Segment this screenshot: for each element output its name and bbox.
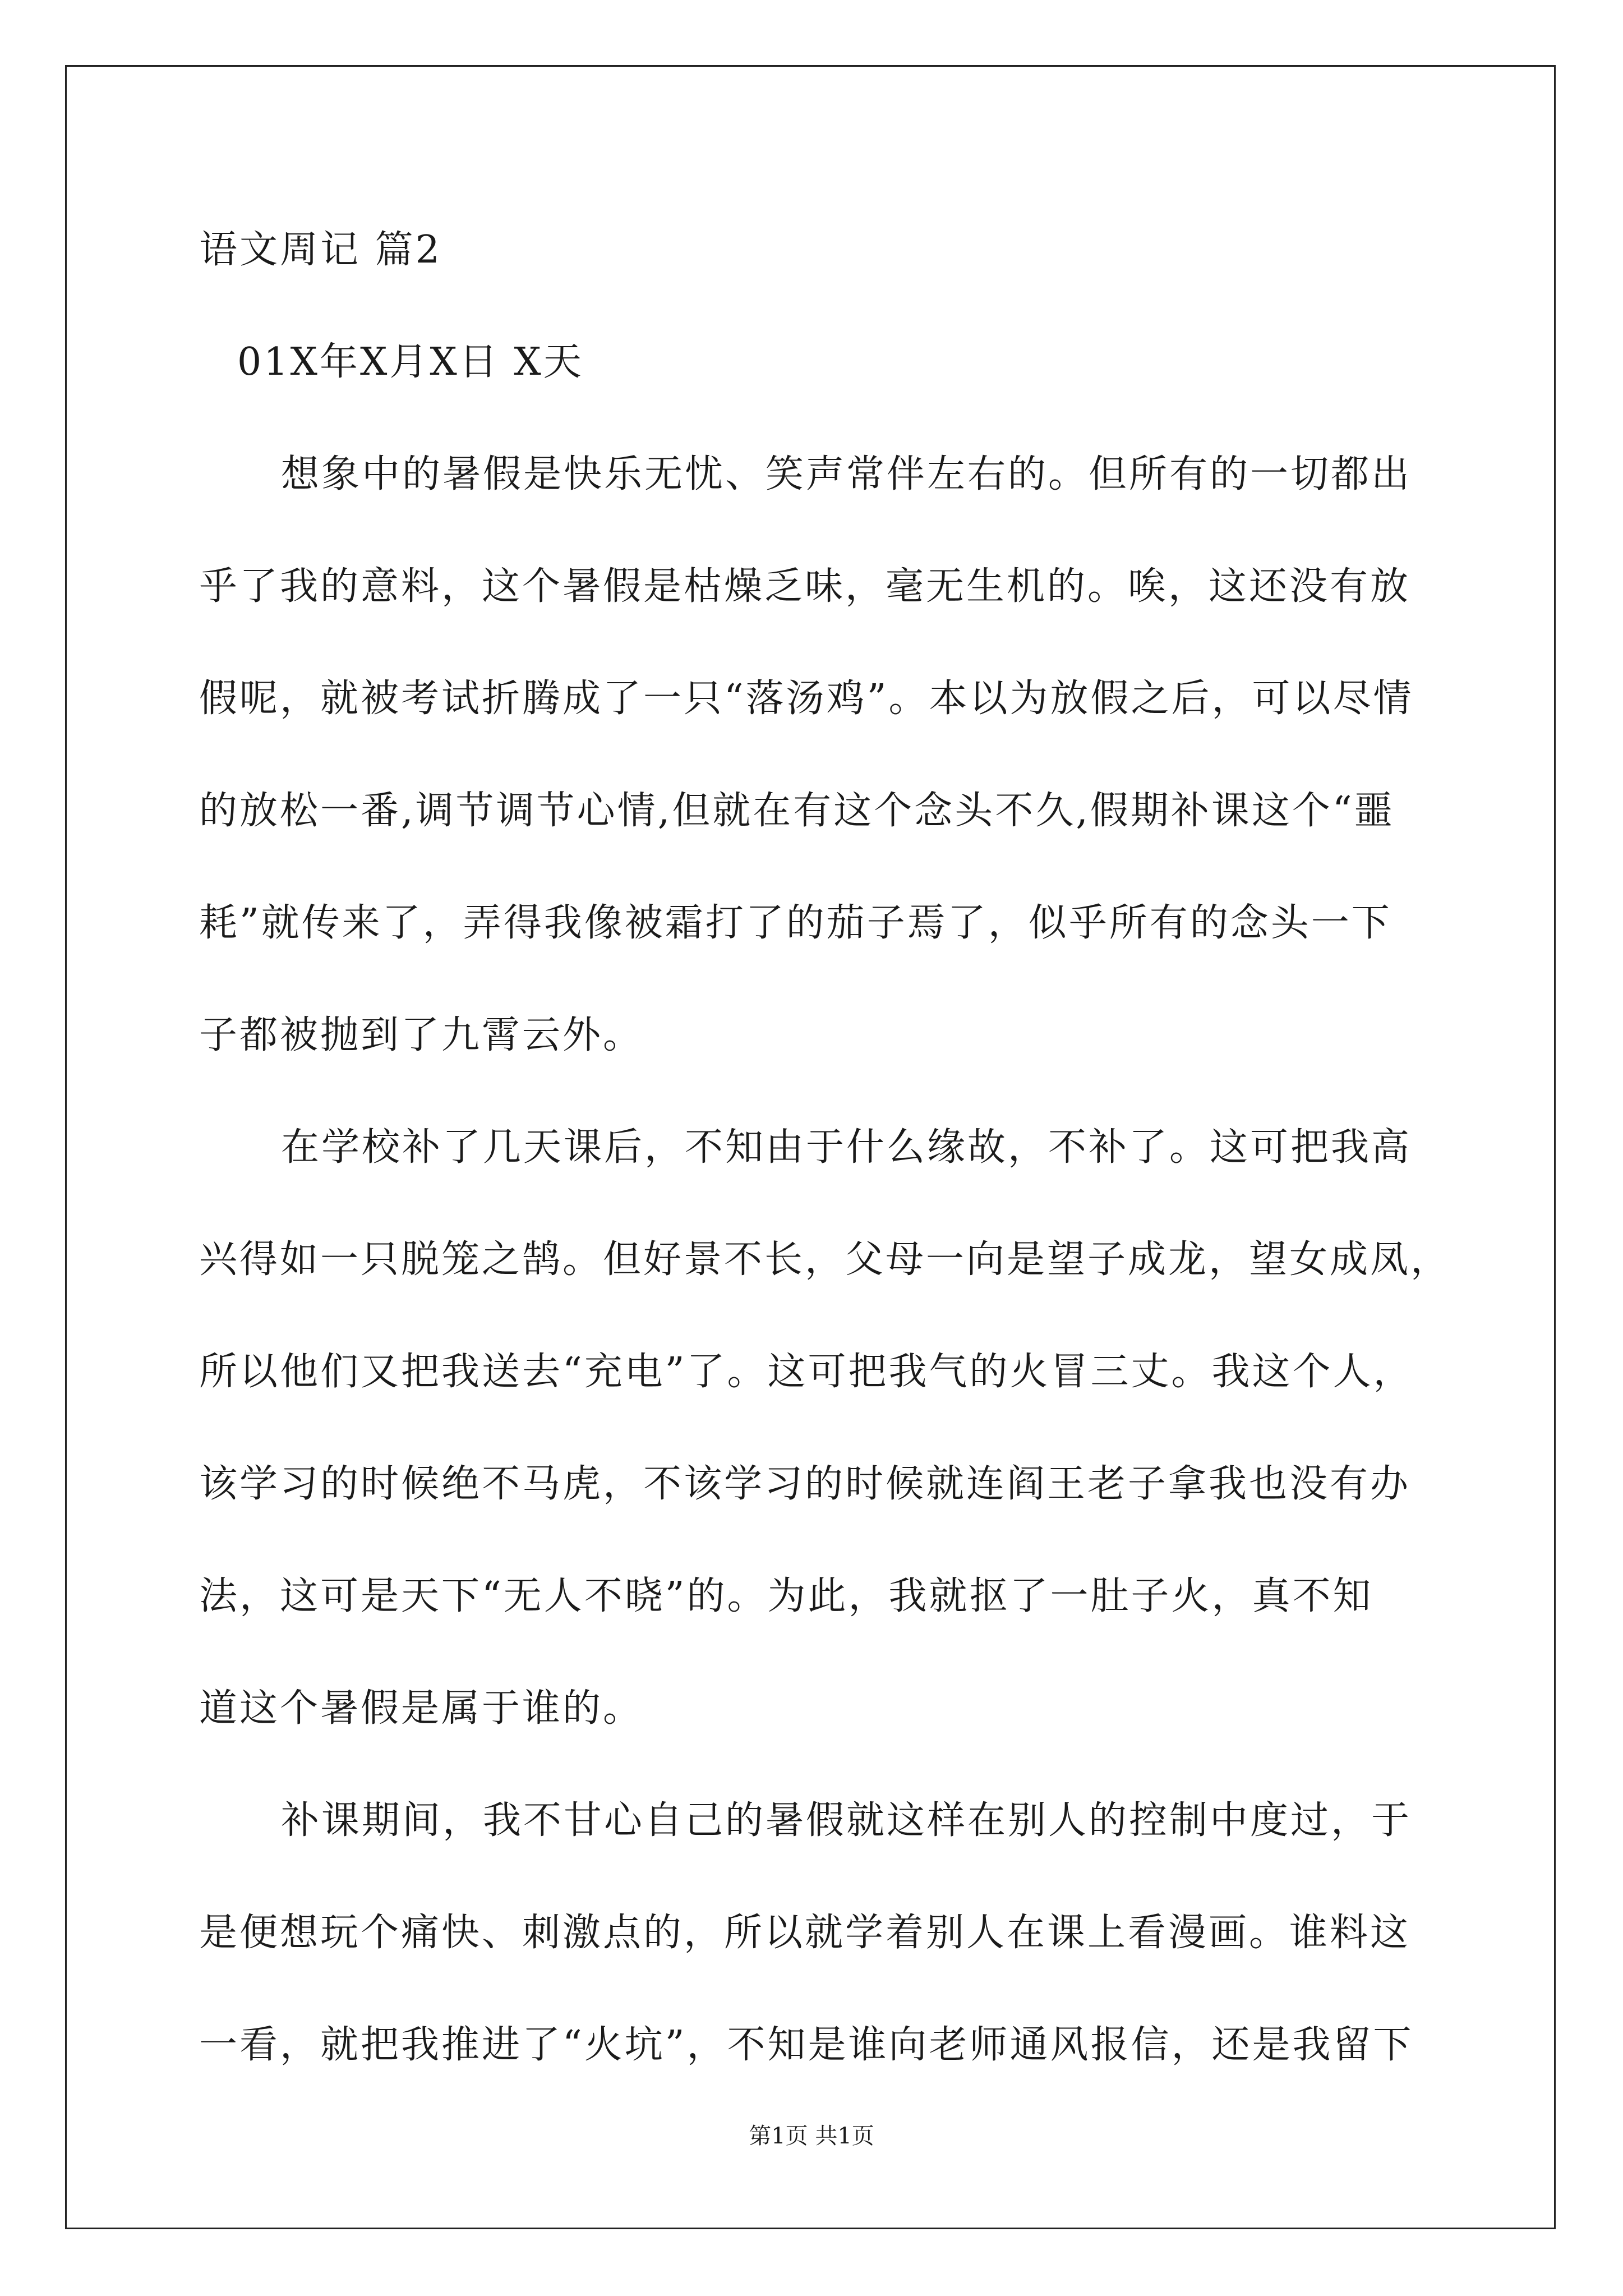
- paragraph-2-line-6: 道这个暑假是属于谁的。: [199, 1686, 644, 1731]
- paragraph-3-line-1: 补课期间，我不甘心自己的暑假就这样在别人的控制中度过，于: [281, 1798, 1412, 1843]
- paragraph-3-line-3: 一看，就把我推进了“火坑”，不知是谁向老师通风报信，还是我留下: [199, 2023, 1414, 2067]
- paragraph-1-line-3: 假呢，就被考试折腾成了一只“落汤鸡”。本以为放假之后，可以尽情: [199, 677, 1414, 721]
- paragraph-2-line-5: 法，这可是天下“无人不晓”的。为此，我就抠了一肚子火，真不知: [199, 1574, 1373, 1618]
- paragraph-2-line-4: 该学习的时候绝不马虎，不该学习的时候就连阎王老子拿我也没有办: [199, 1462, 1411, 1506]
- paragraph-3-line-2: 是便想玩个痛快、刺激点的，所以就学着别人在课上看漫画。谁料这: [199, 1911, 1411, 1955]
- paragraph-1-line-1: 想象中的暑假是快乐无忧、笑声常伴左右的。但所有的一切都出: [281, 452, 1412, 496]
- document-title: 语文周记 篇2: [199, 228, 442, 272]
- paragraph-1-line-6: 子都被抛到了九霄云外。: [199, 1013, 644, 1057]
- paragraph-2-line-1: 在学校补了几天课后，不知由于什么缘故，不补了。这可把我高: [281, 1125, 1412, 1170]
- paragraph-2-line-3: 所以他们又把我送去“充电”了。这可把我气的火冒三丈。我这个人，: [199, 1350, 1414, 1394]
- paragraph-2-line-2: 兴得如一只脱笼之鹄。但好景不长，父母一向是望子成龙，望女成凤，: [199, 1237, 1451, 1282]
- paragraph-1-line-2: 乎了我的意料，这个暑假是枯燥乏味，毫无生机的。唉，这还没有放: [199, 564, 1411, 609]
- paragraph-1-line-4: 的放松一番,调节调节心情,但就在有这个念头不久,假期补课这个“噩: [199, 789, 1395, 833]
- page-number-footer: 第1页 共1页: [749, 2123, 874, 2149]
- date-line: 01X年X月X日 X天: [237, 340, 584, 384]
- paragraph-1-line-5: 耗”就传来了，弄得我像被霜打了的茄子焉了，似乎所有的念头一下: [199, 901, 1392, 945]
